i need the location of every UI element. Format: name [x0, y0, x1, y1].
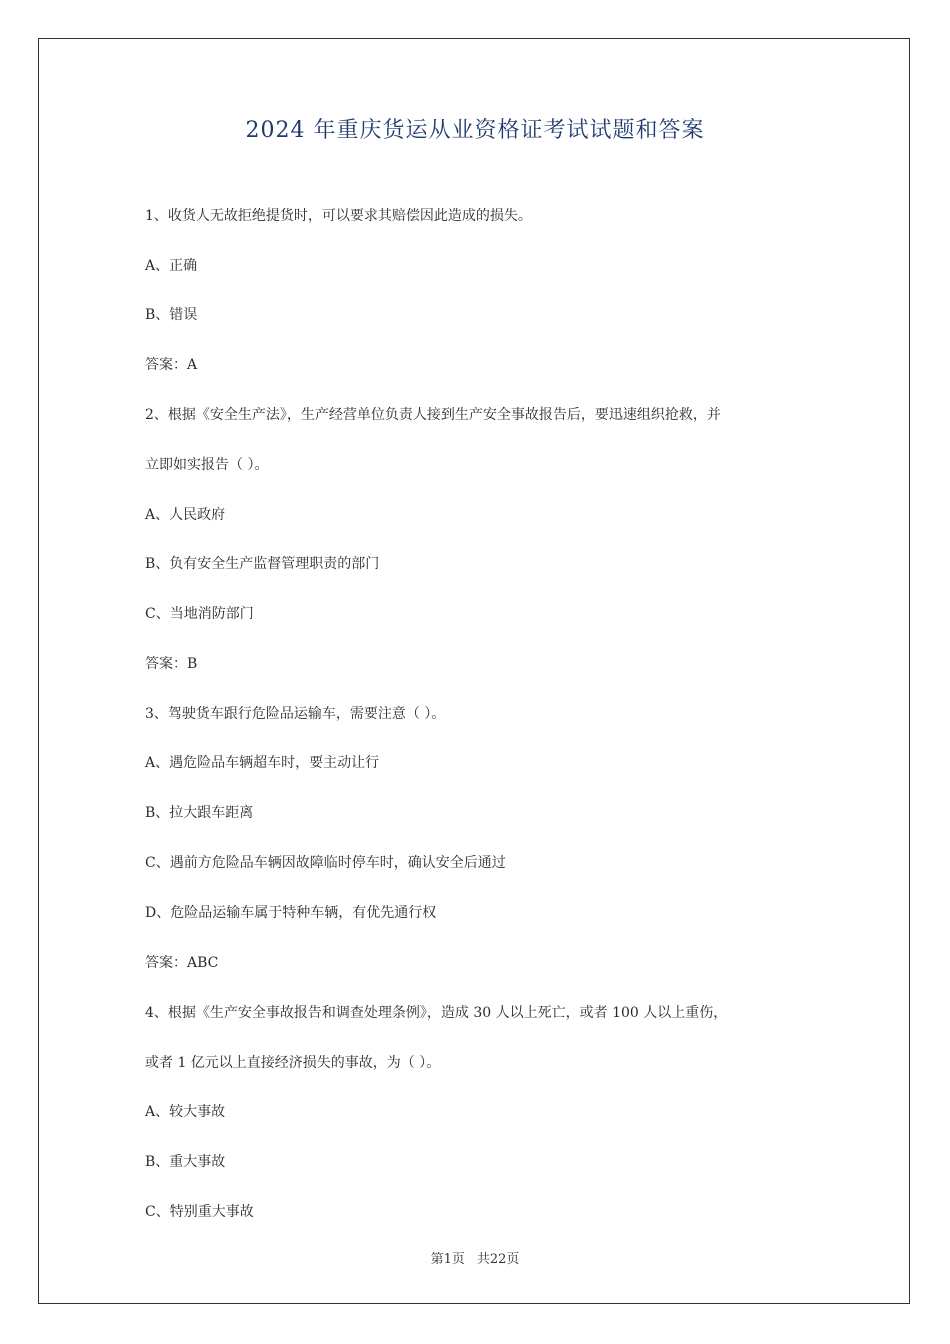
- question-2-option-a: A、人民政府: [145, 507, 226, 523]
- question-3-option-d: D、危险品运输车属于特种车辆，有优先通行权: [145, 905, 437, 921]
- question-4-option-a: A、较大事故: [145, 1104, 226, 1120]
- question-1-answer: 答案：A: [145, 357, 198, 373]
- question-1-text: 1、收货人无故拒绝提货时，可以要求其赔偿因此造成的损失。: [145, 208, 532, 224]
- question-3-answer: 答案：ABC: [145, 955, 219, 971]
- question-4-text: 4、根据《生产安全事故报告和调查处理条例》，造成 30 人以上死亡，或者 100 人以上重伤，: [145, 1005, 728, 1021]
- question-4-option-c: C、特别重大事故: [145, 1204, 254, 1220]
- page-number: 第1页: [430, 1252, 465, 1267]
- question-3-option-b: B、拉大跟车距离: [145, 805, 254, 821]
- question-2-answer: 答案：B: [145, 656, 198, 672]
- question-1-option-b: B、错误: [145, 307, 198, 323]
- page-footer: [0, 1248, 950, 1267]
- question-1-option-a: A、正确: [145, 258, 198, 274]
- question-2-text-cont: 立即如实报告（ ）。: [145, 457, 269, 473]
- question-3-option-a: A、遇危险品车辆超车时，要主动让行: [145, 755, 380, 771]
- question-3-option-c: C、遇前方危险品车辆因故障临时停车时，确认安全后通过: [145, 855, 506, 871]
- document-title: 2024 年重庆货运从业资格证考试试题和答案: [245, 118, 705, 143]
- question-4-option-b: B、重大事故: [145, 1154, 226, 1170]
- question-3-text: 3、驾驶货车跟行危险品运输车，需要注意（ ）。: [145, 706, 446, 722]
- page-total: 共22页: [476, 1252, 520, 1267]
- question-2-option-c: C、当地消防部门: [145, 606, 254, 622]
- question-4-text-cont: 或者 1 亿元以上直接经济损失的事故，为（ ）。: [145, 1055, 441, 1071]
- question-2-text: 2、根据《安全生产法》，生产经营单位负责人接到生产安全事故报告后，要迅速组织抢救，并: [145, 407, 721, 423]
- question-2-option-b: B、负有安全生产监督管理职责的部门: [145, 556, 380, 572]
